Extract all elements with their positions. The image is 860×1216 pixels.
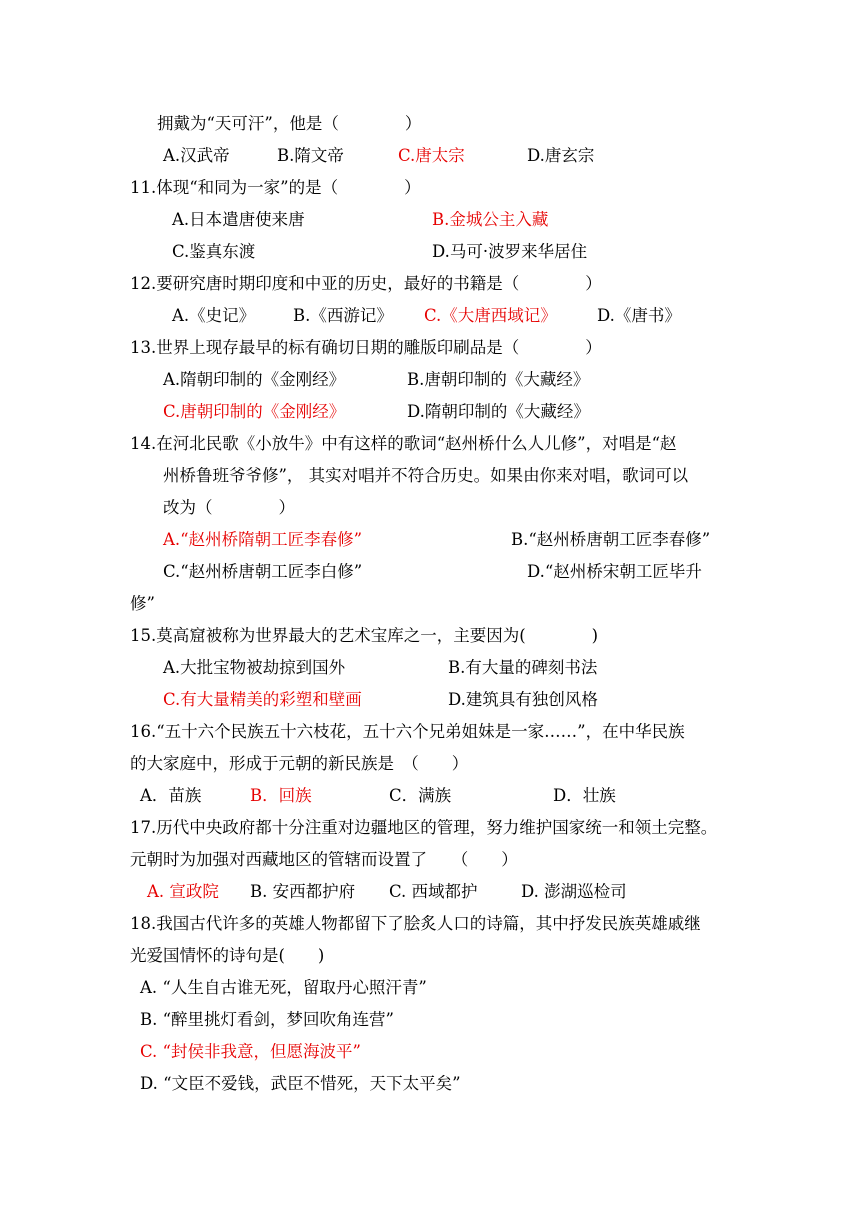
q14-stem-line-3: 改为（ ） (163, 498, 295, 517)
q17-option-c: C. 西域都护 (389, 882, 478, 901)
q15-option-b: B.有大量的碑刻书法 (448, 658, 598, 677)
q16-option-b: B．回族 (250, 786, 312, 805)
q12-option-a: A.《史记》 (172, 306, 256, 325)
q13-option-b: B.唐朝印制的《大藏经》 (407, 370, 590, 389)
q17-option-a: A. 宣政院 (147, 882, 219, 901)
q15-option-c: C.有大量精美的彩塑和壁画 (163, 690, 362, 709)
q13-option-a: A.隋朝印制的《金刚经》 (163, 370, 346, 389)
q18-stem-line-2: 光爱国情怀的诗句是( ) (130, 946, 325, 965)
q14-option-c: C.“赵州桥唐朝工匠李白修” (163, 562, 363, 581)
q10-stem-cont: 拥戴为“天可汗”，他是（ ） (157, 114, 422, 133)
q10-option-a: A.汉武帝 (163, 146, 230, 165)
q16-stem-line-2: 的大家庭中，形成于元朝的新民族是 （ ） (130, 754, 469, 773)
q10-option-c: C.唐太宗 (398, 146, 465, 165)
q17-stem-line-2: 元朝时为加强对西藏地区的管辖而设置了 （ ） (130, 850, 518, 869)
q12-option-d: D.《唐书》 (597, 306, 681, 325)
q10-option-b: B.隋文帝 (277, 146, 344, 165)
q11-option-a: A.日本遣唐使来唐 (172, 210, 305, 229)
q13-option-d: D.隋朝印制的《大藏经》 (407, 402, 590, 421)
q18-option-a: A. “人生自古谁无死，留取丹心照汗青” (140, 978, 427, 997)
q14-option-d: D.“赵州桥宋朝工匠毕升 (527, 562, 702, 581)
q17-option-d: D. 澎湖巡检司 (521, 882, 627, 901)
q16-option-c: C．满族 (389, 786, 452, 805)
q14-stem-line-1: 14.在河北民歌《小放牛》中有这样的歌词“赵州桥什么人儿修”，对唱是“赵 (130, 434, 677, 453)
q11-option-d: D.马可·波罗来华居住 (432, 242, 588, 261)
q17-option-b: B. 安西都护府 (250, 882, 356, 901)
q18-option-b: B. “醉里挑灯看剑，梦回吹角连营” (140, 1010, 394, 1029)
q11-option-b: B.金城公主入藏 (432, 210, 549, 229)
q10-option-d: D.唐玄宗 (527, 146, 595, 165)
q16-option-a: A．苗族 (140, 786, 202, 805)
q14-option-b: B.“赵州桥唐朝工匠李春修” (511, 530, 711, 549)
q18-option-c: C. “封侯非我意，但愿海波平” (140, 1042, 361, 1061)
q13-stem: 13.世界上现存最早的标有确切日期的雕版印刷品是（ ） (130, 338, 602, 357)
q15-stem: 15.莫高窟被称为世界最大的艺术宝库之一，主要因为( ) (130, 626, 599, 645)
q17-stem-line-1: 17.历代中央政府都十分注重对边疆地区的管理，努力维护国家统一和领土完整。 (130, 818, 718, 837)
q14-stem-line-2: 州桥鲁班爷爷修”， 其实对唱并不符合历史。如果由你来对唱，歌词可以 (163, 466, 689, 485)
q12-option-c: C.《大唐西域记》 (424, 306, 557, 325)
q16-option-d: D．壮族 (553, 786, 616, 805)
q11-option-c: C.鉴真东渡 (172, 242, 256, 261)
q12-stem: 12.要研究唐时期印度和中亚的历史，最好的书籍是（ ） (130, 274, 602, 293)
q14-option-a: A.“赵州桥隋朝工匠李春修” (163, 530, 363, 549)
q16-stem-line-1: 16.“五十六个民族五十六枝花，五十六个兄弟姐妹是一家……”，在中华民族 (130, 722, 685, 741)
q11-stem: 11.体现“和同为一家”的是（ ） (130, 178, 421, 197)
q18-stem-line-1: 18.我国古代许多的英雄人物都留下了脍炙人口的诗篇，其中抒发民族英雄戚继 (130, 914, 701, 933)
q15-option-a: A.大批宝物被劫掠到国外 (163, 658, 346, 677)
q18-option-d: D. “文臣不爱钱，武臣不惜死，天下太平矣” (140, 1074, 461, 1093)
q13-option-c: C.唐朝印制的《金刚经》 (163, 402, 346, 421)
q12-option-b: B.《西游记》 (293, 306, 393, 325)
q14-option-d-cont: 修” (130, 594, 155, 613)
q15-option-d: D.建筑具有独创风格 (448, 690, 598, 709)
